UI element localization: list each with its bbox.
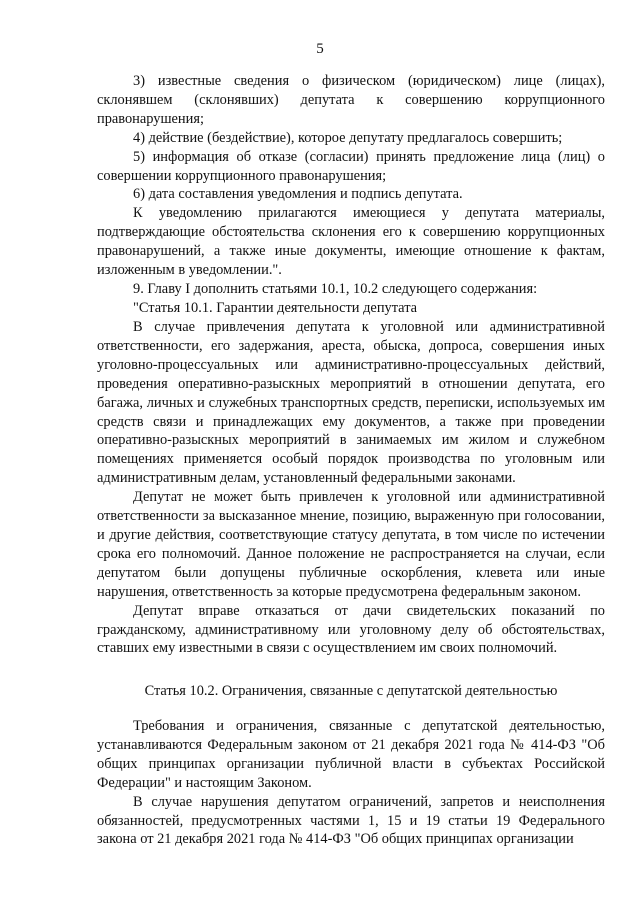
list-item-6: 6) дата составления уведомления и подпись депутата. [133, 186, 463, 203]
paragraph: Требования и ограничения, связанные с депутатской деятельностью, устанавливаются Федеральным законом от 21 декабря 2021 года № 414-ФЗ "Об общих принципах организации публичной власти в субъектах Российской Федерации" и настоящим Законом. [97, 718, 605, 791]
paragraph: Депутат не может быть привлечен к уголовной или административной ответственности за высказанное мнение, позицию, выраженную при голосовании, и другие действия, соответствующие статусу депутата, в том числе по истечении срока его полномочий. Данное положение не распространяется на случаи, если депутатом были допущены публичные оскорбления, клевета или иные нарушения, ответственность за которые предусмотрена федеральным законом. [97, 489, 605, 600]
article-10-1-body [97, 318, 605, 658]
list-item-3: 3) известные сведения о физическом (юридическом) лице (лицах), склонявшем (склонявших) депутата к совершению коррупционного правонарушения; [97, 73, 605, 127]
article-10-2-heading: Статья 10.2. Ограничения, связанные с депутатской деятельностью [144, 683, 558, 699]
page-number: 5 [316, 41, 324, 57]
amendment-item-9: 9. Главу I дополнить статьями 10.1, 10.2 следующего содержания: [133, 280, 538, 297]
article-10-1-heading: "Статья 10.1. Гарантии деятельности депутата [133, 299, 418, 316]
paragraph: Депутат вправе отказаться от дачи свидетельских показаний по гражданскому, административному или уголовному делу об обстоятельствах, ставших ему известными в связи с осуществлением им своих полномочий. [97, 602, 605, 657]
article-10-2-title-block [97, 682, 605, 701]
attachments-paragraph: К уведомлению прилагаются имеющиеся у депутата материалы, подтверждающие обстоятельства склонения его к совершению коррупционных правонарушений, а также иные документы, имеющие отношение к фактам, изложенным в уведомлении.". [97, 205, 605, 279]
paragraph: В случае нарушения депутатом ограничений, запретов и неисполнения обязанностей, предусмотренных частями 1, 15 и 19 статьи 19 Федерального закона от 21 декабря 2021 года № 414-ФЗ "Об общих принципах организации [97, 793, 605, 848]
list-continuation [97, 72, 605, 318]
list-item-4: 4) действие (бездействие), которое депутату предлагалось совершить; [133, 129, 563, 146]
paragraph: В случае привлечения депутата к уголовной или административной ответственности, его задержания, ареста, обыска, допроса, совершения иных уголовно-процессуальных или административно-процессуальных действий, проведения оперативно-разыскных мероприятий в отношении депутата, его багажа, личных и служебных транспортных средств, переписки, используемых им средств связи и принадлежащих ему документов, а также при проведении оперативно-разыскных мероприятий в занимаемых им жилом и служебном помещениях применяется особый порядок производства по уголовным или административным делам, установленный федеральными законами. [97, 319, 605, 487]
article-10-2-body [97, 717, 605, 849]
list-item-5: 5) информация об отказе (согласии) принять предложение лица (лиц) о совершении коррупционного правонарушения; [97, 148, 605, 184]
